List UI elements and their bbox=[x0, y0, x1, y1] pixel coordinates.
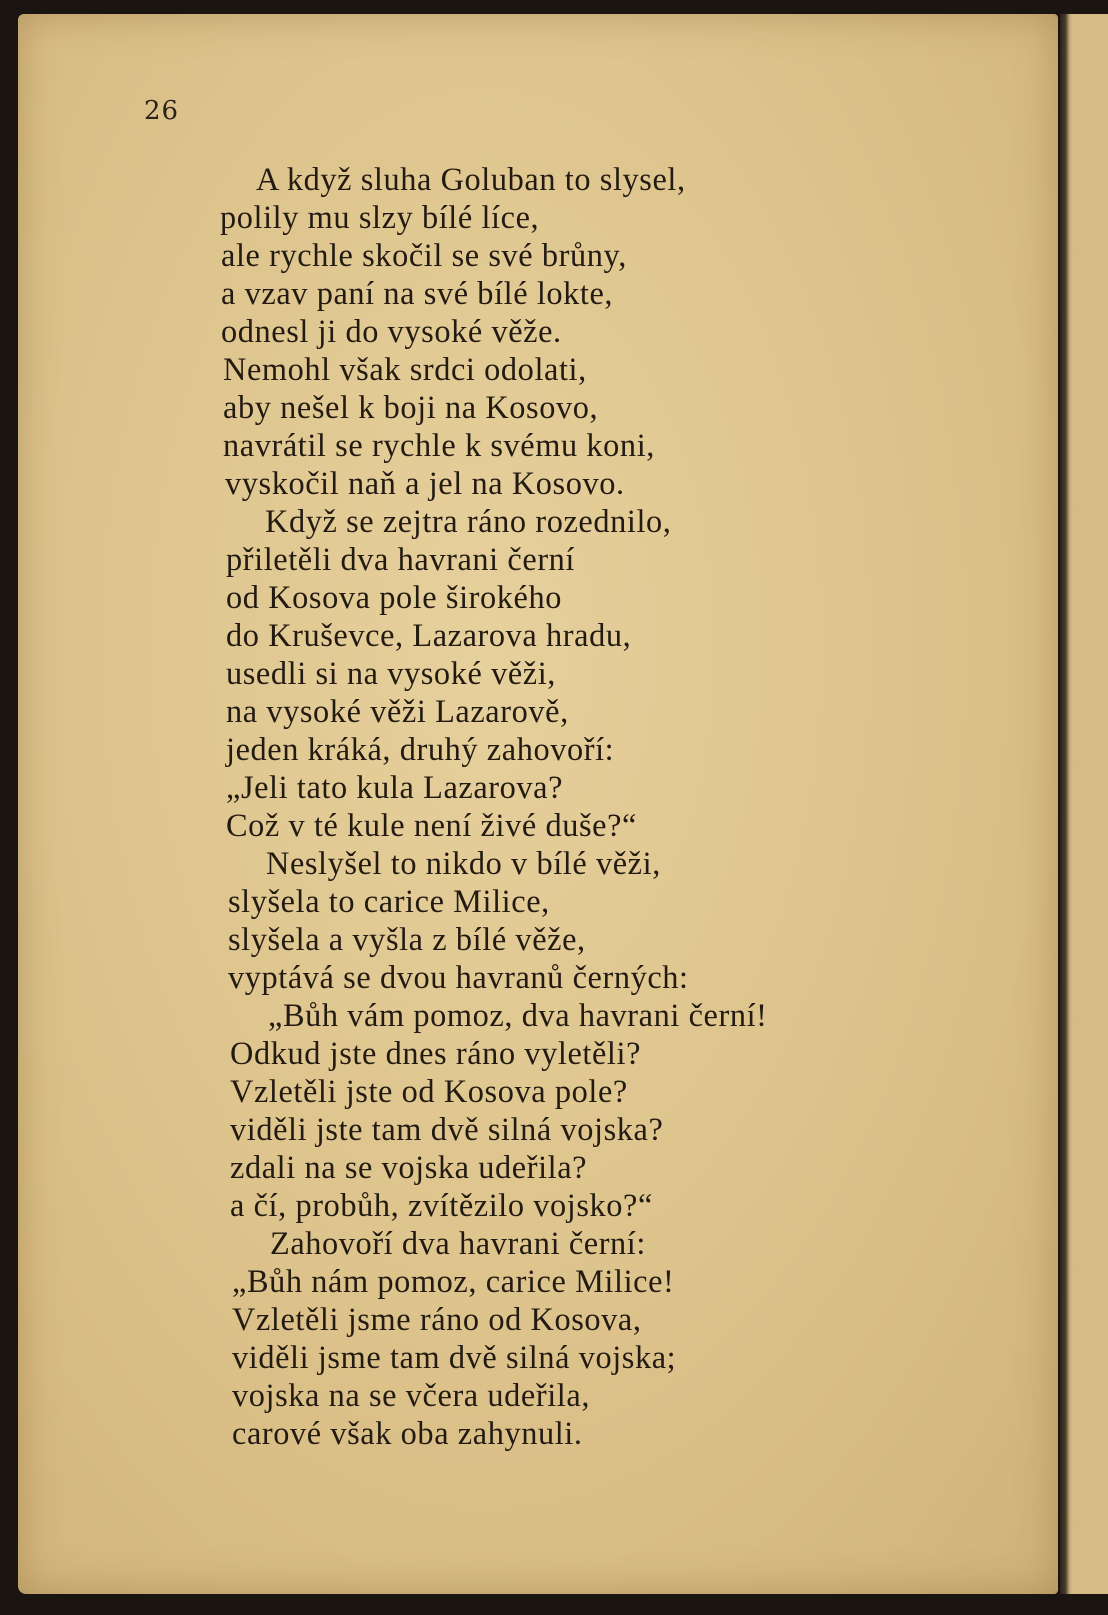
adjacent-page-edge bbox=[1074, 14, 1108, 1594]
verse-line: do Kruševce, Lazarova hradu, bbox=[226, 618, 632, 654]
verse-line: Vzletěli jste od Kosova pole? bbox=[230, 1074, 628, 1110]
verse-line: viděli jsme tam dvě silná vojska; bbox=[232, 1340, 677, 1376]
verse-line: A když sluha Goluban to slysel, bbox=[256, 162, 686, 198]
verse-line: „Jeli tato kula Lazarova? bbox=[226, 770, 564, 806]
verse-line: Neslyšel to nikdo v bílé věži, bbox=[266, 846, 661, 882]
verse-line: Což v té kule není živé duše?“ bbox=[226, 808, 637, 844]
verse-line: Vzletěli jsme ráno od Kosova, bbox=[232, 1302, 642, 1338]
verse-line: vojska na se včera udeřila, bbox=[232, 1378, 590, 1414]
verse-line: Nemohl však srdci odolati, bbox=[223, 352, 587, 388]
verse-line: zdali na se vojska udeřila? bbox=[230, 1150, 588, 1186]
verse-line: viděli jste tam dvě silná vojska? bbox=[230, 1112, 664, 1148]
verse-line: slyšela a vyšla z bílé věže, bbox=[228, 922, 586, 958]
verse-line: a vzav paní na své bílé lokte, bbox=[221, 276, 614, 312]
verse-line: jeden kráká, druhý zahovoří: bbox=[226, 732, 615, 768]
verse-line: „Bůh vám pomoz, dva havrani černí! bbox=[268, 998, 768, 1034]
verse-line: ale rychle skočil se své brůny, bbox=[221, 238, 627, 274]
verse-line: vyskočil naň a jel na Kosovo. bbox=[225, 466, 625, 502]
verse-line: na vysoké věži Lazarově, bbox=[226, 694, 569, 730]
page-number: 26 bbox=[144, 96, 180, 126]
verse-line: Zahovoří dva havrani černí: bbox=[270, 1226, 646, 1262]
verse-line: navrátil se rychle k svému koni, bbox=[223, 428, 655, 464]
verse-line: odnesl ji do vysoké věže. bbox=[221, 314, 562, 350]
verse-line: „Bůh nám pomoz, carice Milice! bbox=[232, 1264, 675, 1300]
verse-line: Odkud jste dnes ráno vyletěli? bbox=[230, 1036, 642, 1072]
verse-line: od Kosova pole širokého bbox=[226, 580, 562, 616]
verse-line: slyšela to carice Milice, bbox=[228, 884, 550, 920]
poem-text bbox=[18, 14, 1058, 1594]
verse-line: carové však oba zahynuli. bbox=[232, 1416, 583, 1452]
verse-line: aby nešel k boji na Kosovo, bbox=[223, 390, 599, 426]
verse-line: Když se zejtra ráno rozednilo, bbox=[265, 504, 672, 540]
verse-line: a čí, probůh, zvítězilo vojsko?“ bbox=[230, 1188, 653, 1224]
book-page bbox=[18, 14, 1058, 1594]
verse-line: vyptává se dvou havranů černých: bbox=[228, 960, 689, 996]
book-gutter bbox=[1060, 14, 1074, 1594]
verse-line: přiletěli dva havrani černí bbox=[226, 542, 576, 578]
verse-line: polily mu slzy bílé líce, bbox=[220, 200, 540, 236]
verse-line: usedli si na vysoké věži, bbox=[226, 656, 556, 692]
